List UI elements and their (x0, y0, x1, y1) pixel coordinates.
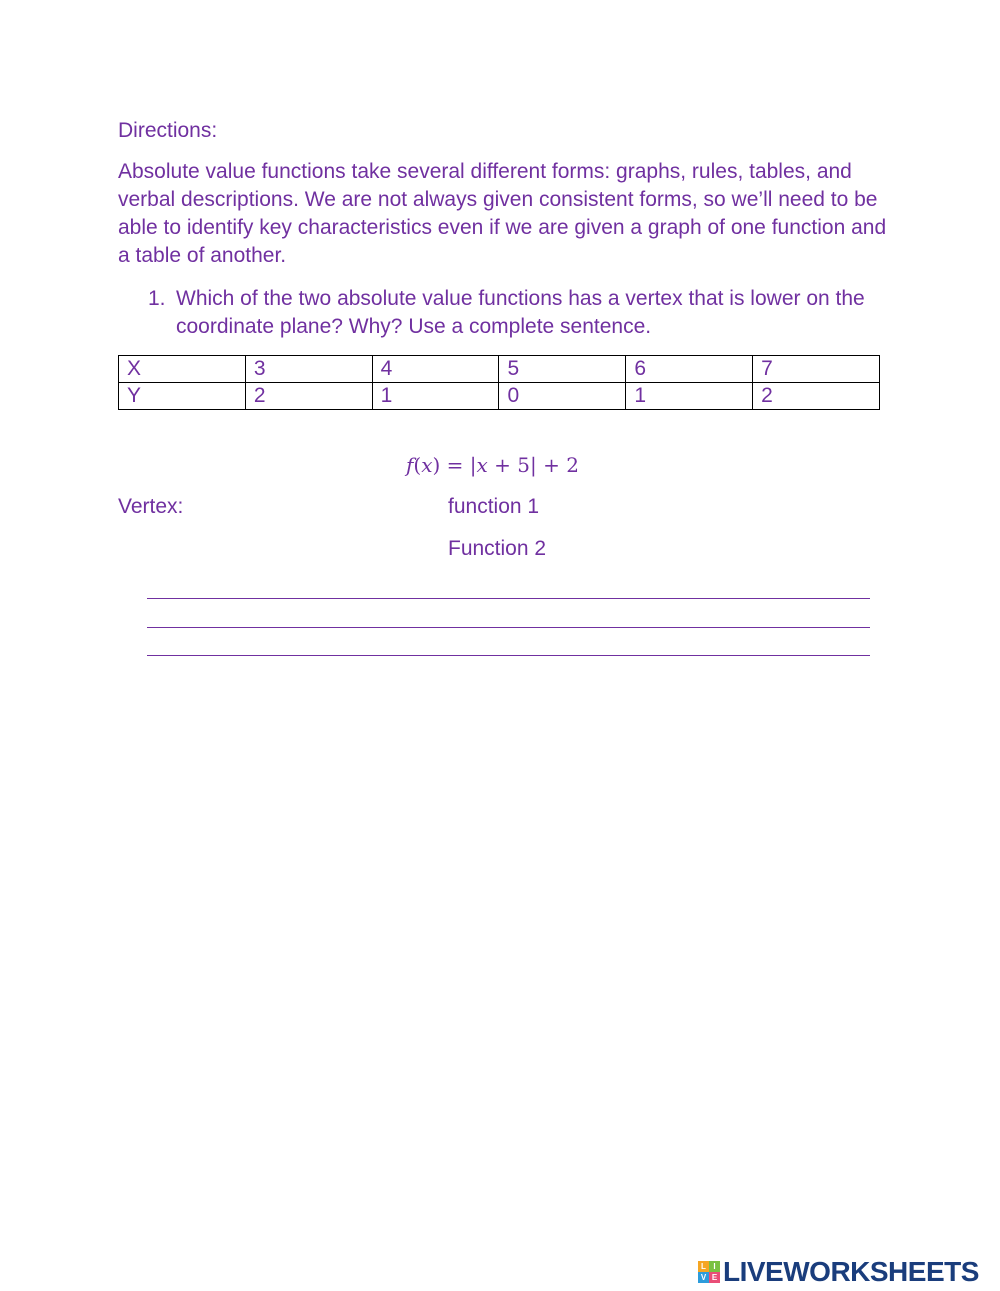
table-row-x (119, 356, 880, 383)
table-cell: 1 (626, 383, 753, 410)
table-cell: 1 (372, 383, 499, 410)
logo-letter: E (709, 1272, 720, 1283)
liveworksheets-logo (698, 1258, 979, 1286)
logo-icon (698, 1261, 720, 1283)
logo-letter: V (698, 1272, 709, 1283)
function-formula (406, 452, 579, 478)
answer-line[interactable] (147, 598, 870, 599)
table-cell: X (119, 356, 246, 383)
instructions-paragraph: Absolute value functions take several different forms: graphs, rules, tables, and verbal descriptions. We are not always given consistent forms, so we’ll need to be able to identify key characteristics even if we are given a graph of one function and a table of another. (118, 160, 887, 267)
table-cell: 3 (245, 356, 372, 383)
table-cell: 4 (372, 356, 499, 383)
question-number: 1. (148, 287, 166, 310)
table-cell: 2 (245, 383, 372, 410)
logo-text: LIVEWORKSHEETS (723, 1256, 979, 1287)
formula-f: f (406, 453, 414, 477)
directions-label: Directions: (118, 119, 218, 142)
table-cell: 2 (753, 383, 880, 410)
formula-rest: + 5| + 2 (487, 453, 579, 477)
table-cell: 6 (626, 356, 753, 383)
formula-x: x (421, 453, 433, 477)
table-row-y (119, 383, 880, 410)
logo-letter: L (698, 1261, 709, 1272)
table-cell: 0 (499, 383, 626, 410)
answer-line[interactable] (147, 655, 870, 656)
vertex-label: Vertex: (118, 495, 184, 518)
formula-abs-open: ) = | (432, 453, 477, 477)
question-text: Which of the two absolute value functions has a vertex that is lower on the coordinate plane? Why? Use a complete sentence. (176, 287, 865, 338)
logo-letter: I (709, 1261, 720, 1272)
formula-x: x (476, 453, 488, 477)
answer-line[interactable] (147, 627, 870, 628)
table-cell: Y (119, 383, 246, 410)
function-2-label: Function 2 (448, 537, 547, 560)
table-cell: 5 (499, 356, 626, 383)
function-table (118, 355, 880, 410)
function-1-label: function 1 (448, 495, 540, 518)
table-cell: 7 (753, 356, 880, 383)
formula-paren: ( (413, 453, 422, 477)
